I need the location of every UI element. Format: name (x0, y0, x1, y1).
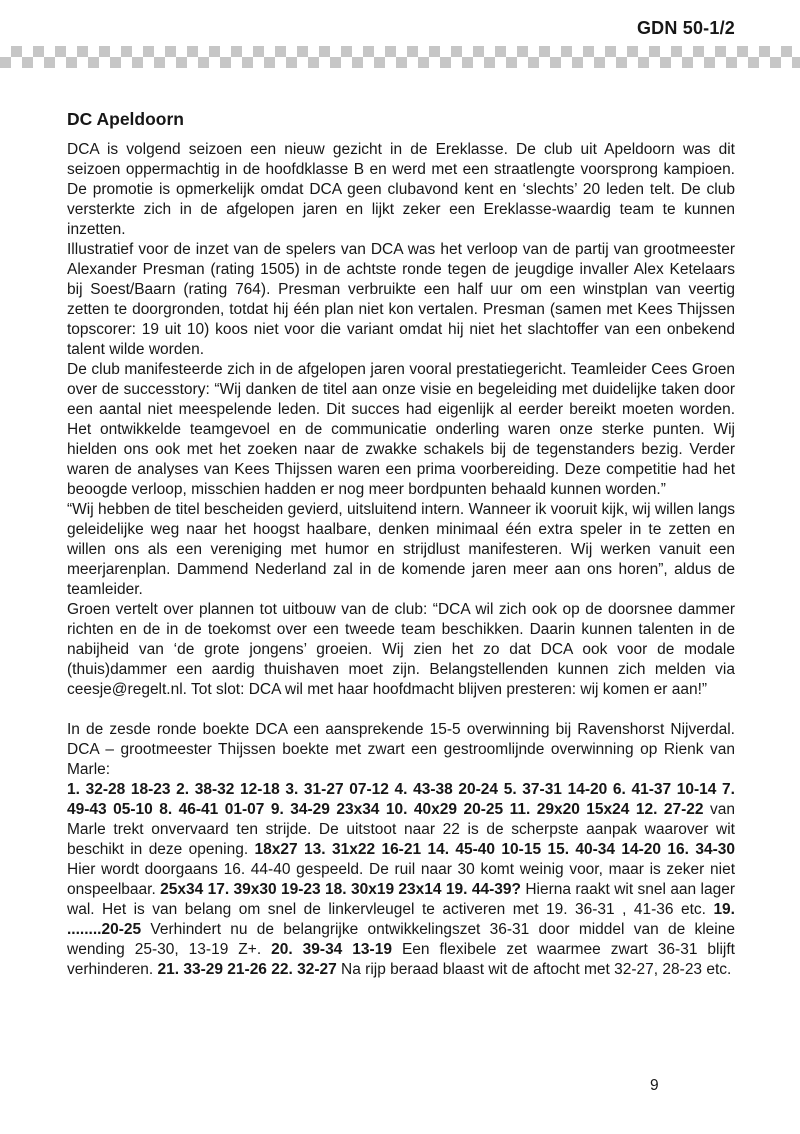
commentary-text: In de zesde ronde boekte DCA een aansprekende 15-5 overwinning bij Ravenshorst Nijverdal. DCA – grootmeester Thijssen boekte met zwart een gestroomlijnde overwinning op Rienk van Marle: (67, 721, 735, 778)
page-number: 9 (650, 1077, 659, 1094)
move-notation: 18x27 13. 31x22 16-21 14. 45-40 10-15 15. 40-34 14-20 16. 34-30 (254, 841, 736, 858)
commentary-text: Verhindert nu de belangrijke ontwikkelingszet 36-31 door middel van de kleine wending 25-30, 13-19 Z+. (67, 921, 735, 958)
commentary-text: Hier wordt doorgaans 16. 44-40 gespeeld. De ruil naar 30 komt weinig voor, maar is zeker niet onspeelbaar. (67, 861, 735, 898)
paragraph-successtory: De club manifesteerde zich in de afgelopen jaren vooral prestatiegericht. Teamleider Cees Groen over de successtory: “Wij danken de titel aan onze visie en begeleiding met duidelijke taken door een aantal niet meespelende leden. Dit succes had eigenlijk al eerder bereikt moeten worden. Het ontwikkelde teamgevoel en de communicatie onderling waren onze sterke punten. Wij hielden ons ook met het zoeken naar de zwakke schakels bij de tegenstanders bezig. Verder waren de analyses van Kees Thijssen waren een prima voorbereiding. Deze competitie had het beoogde verloop, misschien hadden er nog meer bordpunten behaald kunnen worden.” (67, 361, 735, 498)
commentary-text: Na rijp beraad blaast wit de aftocht met 32-27, 28-23 etc. (341, 961, 732, 978)
paragraph-intro: DCA is volgend seizoen een nieuw gezicht in de Ereklasse. De club uit Apeldoorn was dit seizoen oppermachtig in de hoofdklasse B en werd met een straatlengte voorsprong kampioen. De promotie is opmerkelijk omdat DCA geen clubavond kent en ‘slechts’ 20 leden telt. De club versterkte zich in de afgelopen jaren en lijkt zeker een Ereklasse-waardig team te kunnen inzetten. (67, 141, 735, 238)
commentary-text: Een flexibele zet waarmee zwart 36-31 blijft verhinderen. (67, 941, 735, 978)
move-notation: 21. 33-29 21-26 22. 32-27 (157, 961, 342, 978)
move-notation: 1. 32-28 18-23 2. 38-32 12-18 3. 31-27 07-12 4. 43-38 20-24 5. 37-31 14-20 6. 41-37 10-14 7. 49-43 05-10 8. 46-41 01-07 9. 34-29 23x34 10. 40x29 20-25 11. 29x20 15x24 12. 27-22 (67, 781, 735, 818)
commentary-text: van Marle trekt onvervaard ten strijde. De uitstoot naar 22 is de scherpste aanpak waarover wit beschikt in deze opening. (67, 801, 735, 858)
paragraph-uitbouw: Groen vertelt over plannen tot uitbouw van de club: “DCA wil zich ook op de doorsnee dammer richten en de in de toekomst over een tweede team beschikken. Daarin kunnen talenten in de nabijheid van ‘de grote jongens’ groeien. Wij zien het zo dat DCA ook voor de modale (thuis)dammer een aardig thuishaven moet zijn. Belangstellenden kunnen zich melden via ceesje@regelt.nl. Tot slot: DCA wil met haar hoofdmacht blijven presteren: wij komen er aan!” (67, 601, 735, 698)
checkerboard-band (0, 46, 800, 68)
move-notation: 25x34 17. 39x30 19-23 18. 30x19 23x14 19. 44-39? (160, 881, 526, 898)
game-report (67, 720, 735, 980)
page-title: DC Apeldoorn (67, 109, 184, 129)
move-notation: 19. ........20-25 (67, 901, 735, 938)
move-notation: 20. 39-34 13-19 (271, 941, 402, 958)
paragraph-presman: Illustratief voor de inzet van de spelers van DCA was het verloop van de partij van grootmeester Alexander Presman (rating 1505) in de achtste ronde tegen de jeugdige invaller Alex Ketelaars bij Soest/Baarn (rating 764). Presman verbruikte een half uur om een winstplan van veertig zetten te doorgronden, totdat hij één plan niet kon vertalen. Presman (samen met Kees Thijssen topscorer: 19 uit 10) koos niet voor die variant omdat hij niet het slachtoffer van een onbekend talent wilde worden. (67, 241, 735, 358)
issue-label: GDN 50-1/2 (636, 18, 735, 38)
article-body (67, 140, 735, 980)
paragraph-title-viering: “Wij hebben de titel bescheiden gevierd, uitsluitend intern. Wanneer ik vooruit kijk, wij willen langs geleidelijke weg naar het hoogst haalbare, denken minimaal één extra speler in te zetten en willen ons als een vereniging met humor en strijdlust manifesteren. Wij werken vanuit een meerjarenplan. Dammend Nederland zal in de komende jaren meer aan ons horen”, aldus de teamleider. (67, 501, 735, 598)
commentary-text: Hierna raakt wit snel aan lager wal. Het is van belang om snel de linkervleugel te activeren met 19. 36-31 , 41-36 etc. (67, 881, 736, 918)
